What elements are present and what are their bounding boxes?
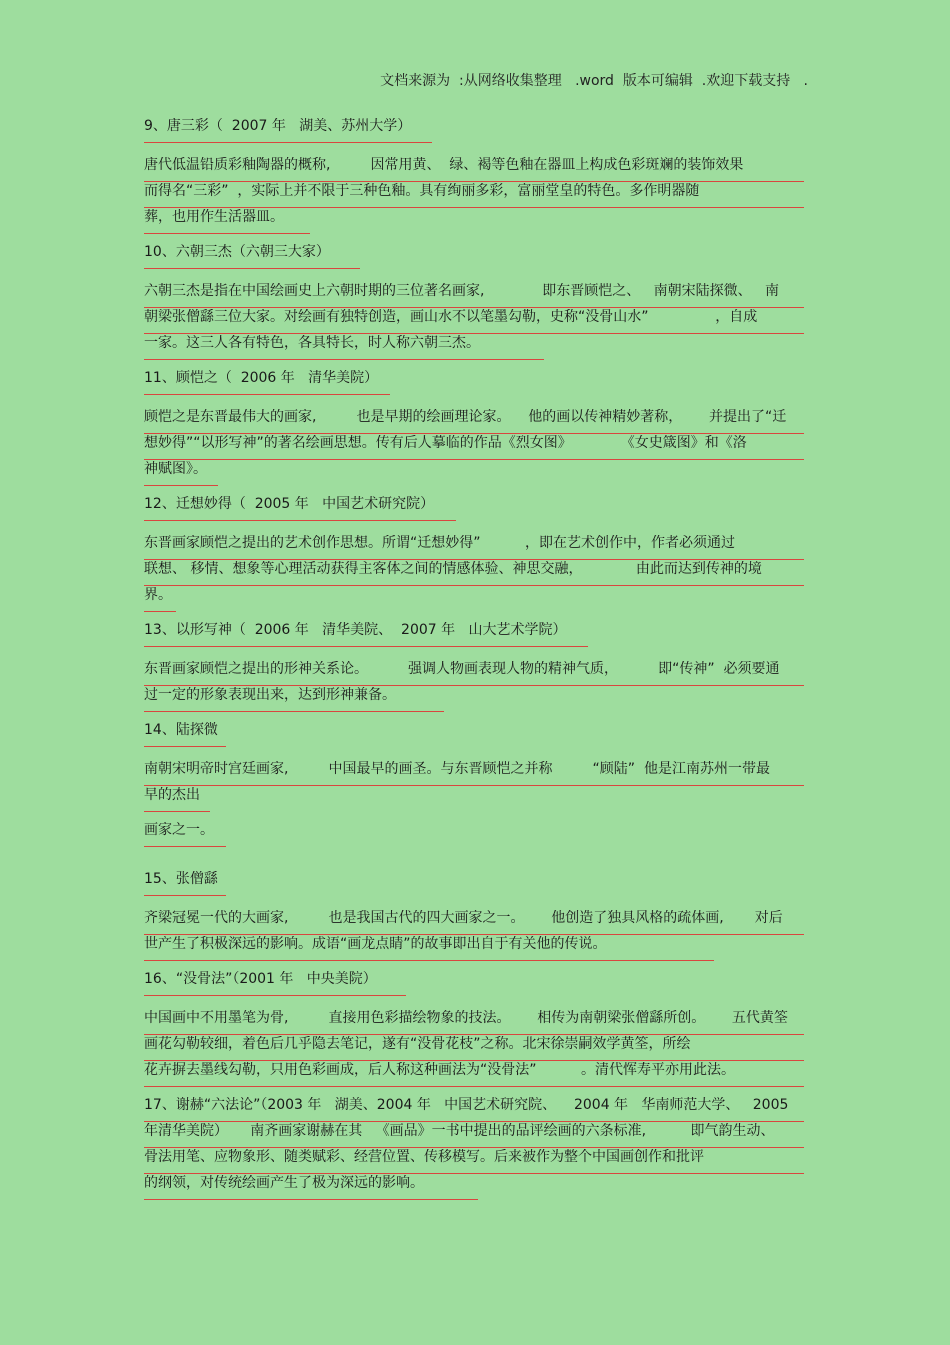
term-text-line: 17、谢赫“六法论”（2003 年 湖美、2004 年 中国艺术研究院、 2004 年 华南师范大学、 2005 (144, 1097, 804, 1122)
page-header: 文档来源为 :从网络收集整理 .word 版本可编辑 .欢迎下载支持 . (380, 73, 808, 89)
term-heading: 14、陆探微 (144, 722, 226, 747)
term-text-line: 神赋图》。 (144, 461, 218, 486)
term-text-line: 葬，也用作生活器皿。 (144, 209, 310, 234)
term-text-line: 年清华美院） 南齐画家谢赫在其 《画品》一书中提出的品评绘画的六条标准, 即气韵生动、 (144, 1123, 804, 1148)
term-entry (144, 871, 806, 961)
term-text-line: 顾恺之是东晋最伟大的画家, 也是早期的绘画理论家。 他的画以传神精妙著称， 并提出了“迁 (144, 409, 804, 434)
term-text-line: 界。 (144, 587, 176, 612)
term-text-line: 中国画中不用墨笔为骨, 直接用色彩描绘物象的技法。 相传为南朝梁张僧繇所创。 五代黄筌 (144, 1010, 804, 1035)
term-text-line: 东晋画家顾恺之提出的艺术创作思想。所谓“迁想妙得” ，即在艺术创作中，作者必须通过 (144, 535, 804, 560)
term-text-line: 联想、 移情、想象等心理活动获得主客体之间的情感体验、神思交融， 由此而达到传神的境 (144, 561, 804, 586)
term-text-line: 朝梁张僧繇三位大家。对绘画有独特创造，画山水不以笔墨勾勒，史称“没骨山水” ，自成 (144, 309, 804, 334)
term-text-line: 而得名“三彩” ，实际上并不限于三种色釉。具有绚丽多彩，富丽堂皇的特色。多作明器随 (144, 183, 804, 208)
term-entry (144, 722, 806, 812)
term-text-line: 唐代低温铅质彩釉陶器的概称, 因常用黄、 绿、褐等色釉在器皿上构成色彩斑斓的装饰效果 (144, 157, 804, 182)
term-entry (144, 1097, 806, 1200)
term-text-line: 东晋画家顾恺之提出的形神关系论。 强调人物画表现人物的精神气质， 即“传神” 必须要通 (144, 661, 804, 686)
term-heading: 画家之一。 (144, 822, 226, 847)
term-heading: 11、顾恺之（ 2006 年 清华美院） (144, 370, 390, 395)
term-heading: 13、以形写神（ 2006 年 清华美院、 2007 年 山大艺术学院） (144, 622, 588, 647)
term-heading: 10、六朝三杰（六朝三大家） (144, 244, 360, 269)
term-entry (144, 496, 806, 612)
term-text-line: 一家。这三人各有特色，各具特长，时人称六朝三杰。 (144, 335, 544, 360)
term-text-line: 早的杰出 (144, 787, 210, 812)
term-entry (144, 118, 806, 234)
term-text-line: 六朝三杰是指在中国绘画史上六朝时期的三位著名画家, 即东晋顾恺之、 南朝宋陆探微、 南 (144, 283, 804, 308)
term-text-line: 骨法用笔、应物象形、随类赋彩、经营位置、传移模写。后来被作为整个中国画创作和批评 (144, 1149, 804, 1174)
term-heading: 12、迁想妙得（ 2005 年 中国艺术研究院） (144, 496, 456, 521)
term-entry (144, 822, 806, 861)
term-text-line: 花卉摒去墨线勾勒，只用色彩画成，后人称这种画法为“没骨法” 。清代恽寿平亦用此法。 (144, 1062, 804, 1087)
term-entry (144, 244, 806, 360)
term-text-line: 齐梁冠冕一代的大画家, 也是我国古代的四大画家之一。 他创造了独具风格的疏体画, 对后 (144, 910, 804, 935)
term-entry (144, 370, 806, 486)
term-entry (144, 971, 806, 1087)
term-text-line: 的纲领，对传统绘画产生了极为深远的影响。 (144, 1175, 478, 1200)
term-text-line: 想妙得”“以形写神”的著名绘画思想。传有后人摹临的作品《烈女图》 《女史箴图》和《洛 (144, 435, 804, 460)
term-text-line: 画花勾勒较细，着色后几乎隐去笔记，遂有“没骨花枝”之称。北宋徐崇嗣效学黄筌，所绘 (144, 1036, 804, 1061)
term-entry (144, 622, 806, 712)
document-body (144, 118, 806, 1210)
term-heading: 15、张僧繇 (144, 871, 226, 896)
term-heading: 9、唐三彩（ 2007 年 湖美、苏州大学） (144, 118, 432, 143)
term-text-line: 世产生了积极深远的影响。成语“画龙点睛”的故事即出自于有关他的传说。 (144, 936, 714, 961)
term-text-line: 南朝宋明帝时宫廷画家, 中国最早的画圣。与东晋顾恺之并称 “顾陆” 他是江南苏州一带最 (144, 761, 804, 786)
term-heading: 16、“没骨法”（2001 年 中央美院） (144, 971, 406, 996)
term-text-line: 过一定的形象表现出来，达到形神兼备。 (144, 687, 444, 712)
